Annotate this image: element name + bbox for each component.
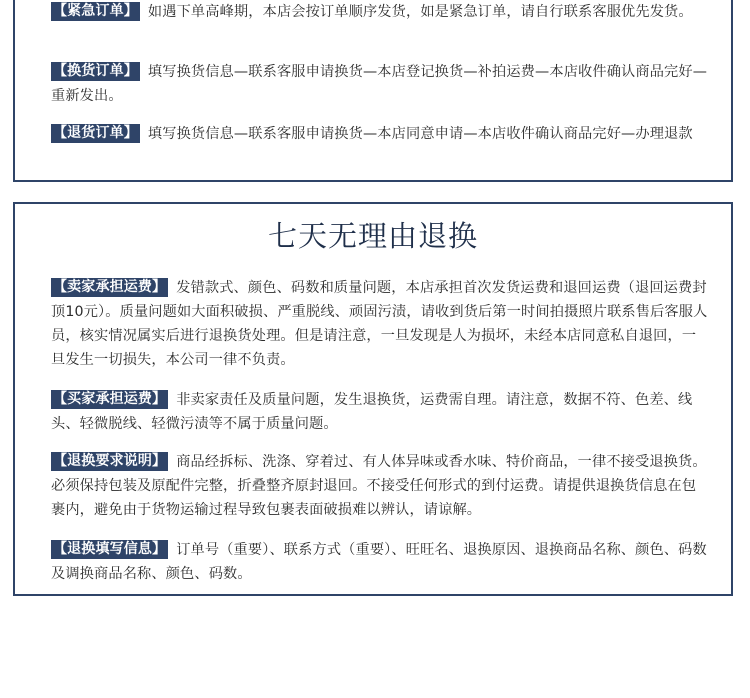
urgent-order-text: 如遇下单高峰期，本店会按订单顺序发货，如是紧急订单，请自行联系客服优先发货。 xyxy=(147,4,693,20)
return-order-text: 填写换货信息—联系客服申请换货—本店同意申请—本店收件确认商品完好—办理退款 xyxy=(147,126,693,142)
buyer-shipping-tag: 【买家承担运费】 xyxy=(53,391,167,407)
buyer-shipping-text: 非卖家责任及质量问题，发生退换货，运费需自理。请注意，数据不符、色差、线头、轻微脱线、轻微污渍等不属于质量问题。 xyxy=(51,392,693,432)
seven-day-return-panel xyxy=(13,202,733,596)
return-requirements-paragraph xyxy=(51,450,709,522)
buyer-shipping-paragraph xyxy=(51,388,709,436)
return-order-paragraph xyxy=(51,122,709,146)
section-title: 七天无理由退换 xyxy=(267,219,478,253)
seller-shipping-paragraph xyxy=(51,276,709,372)
exchange-order-text: 填写换货信息—联系客服申请换货—本店登记换货—补拍运费—本店收件确认商品完好—重新发出。 xyxy=(51,64,708,104)
urgent-order-paragraph xyxy=(51,0,709,24)
return-info-text: 订单号（重要）、联系方式（重要）、旺旺名、退换原因、退换商品名称、颜色、码数及调换商品名称、颜色、码数。 xyxy=(51,542,707,582)
exchange-order-paragraph xyxy=(51,60,709,108)
seller-shipping-tag: 【卖家承担运费】 xyxy=(53,279,167,295)
return-order-tag: 【退货订单】 xyxy=(53,125,138,141)
return-requirements-text: 商品经拆标、洗涤、穿着过、有人体异味或香水味、特价商品，一律不接受退换货。必须保持包装及原配件完整，折叠整齐原封退回。不接受任何形式的到付运费。请提供退换货信息在包裹内，避免由于货物运输过程导致包裹表面破损难以辨认，请谅解。 xyxy=(51,454,707,518)
urgent-order-tag: 【紧急订单】 xyxy=(53,3,138,19)
return-requirements-tag: 【退换要求说明】 xyxy=(53,453,167,469)
order-policy-panel xyxy=(13,0,733,182)
return-info-paragraph xyxy=(51,538,709,586)
seller-shipping-text: 发错款式、颜色、码数和质量问题，本店承担首次发货运费和退回运费（退回运费封顶10元）。质量问题如大面积破损、严重脱线、顽固污渍，请收到货后第一时间拍摄照片联系售后客服人员，核实情况属实后进行退换货处理。但是请注意，一旦发现是人为损坏，未经本店同意私自退回，一旦发生一切损失，本公司一律不负责。 xyxy=(51,280,708,368)
exchange-order-tag: 【换货订单】 xyxy=(53,63,138,79)
return-info-tag: 【退换填写信息】 xyxy=(53,541,167,557)
